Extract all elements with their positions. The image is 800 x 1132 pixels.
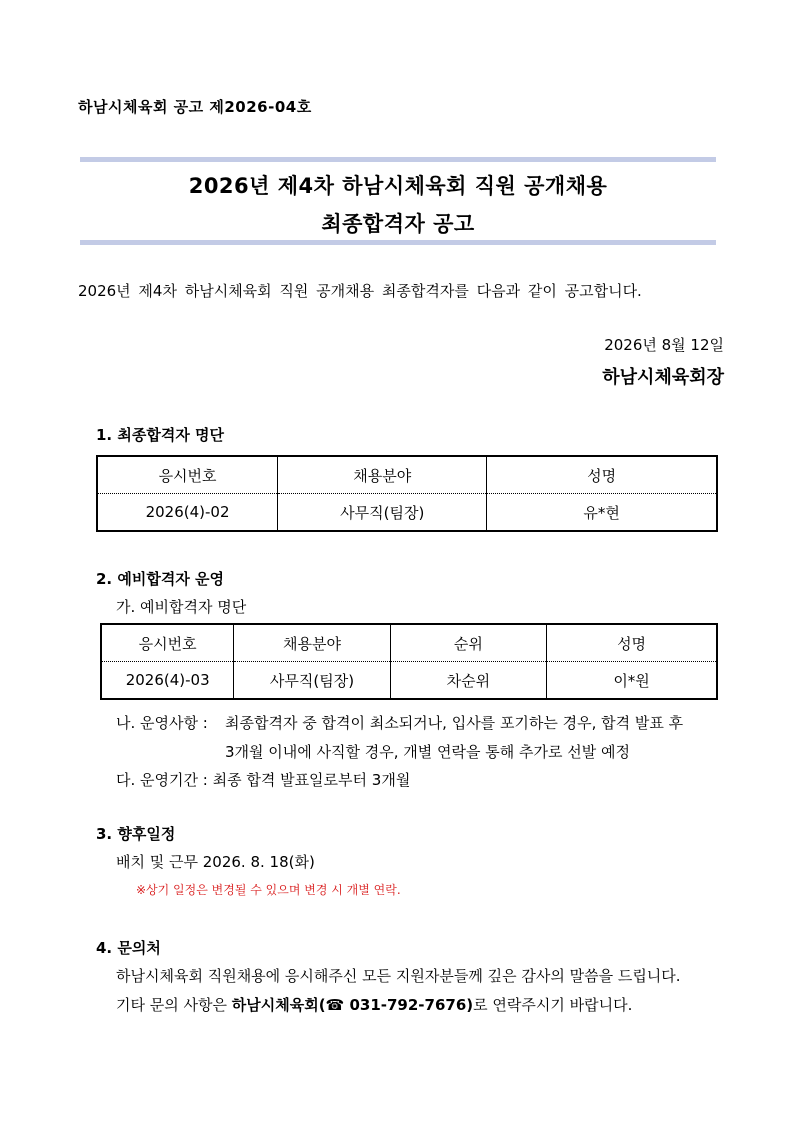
contact-line-2 — [116, 994, 632, 1015]
table-header-row — [101, 624, 717, 662]
section-2-heading: 2. 예비합격자 운영 — [96, 570, 225, 588]
header-field: 채용분야 — [278, 456, 487, 494]
final-pass-table — [96, 455, 718, 532]
contact-line-2-suffix: 로 연락주시기 바랍니다. — [473, 996, 633, 1014]
sub-b-label: 나. 운영사항 : — [116, 714, 208, 732]
cell-field: 사무직(팀장) — [278, 494, 487, 532]
section-4-heading: 4. 문의처 — [96, 939, 161, 957]
title-bottom-rule — [80, 240, 716, 245]
cell-exam-number: 2026(4)-03 — [125, 671, 210, 689]
header-exam-number: 응시번호 — [97, 456, 278, 494]
sub-c-text: 다. 운영기간 : 최종 합격 발표일로부터 3개월 — [116, 771, 411, 789]
schedule-text: 배치 및 근무 2026. 8. 18(화) — [116, 853, 315, 871]
cell-field: 사무직(팀장) — [234, 662, 390, 700]
title-line-2: 최종합격자 공고 — [321, 212, 475, 236]
sub-b-line-2: 3개월 이내에 사직할 경우, 개별 연락을 통해 추가로 선발 예정 — [225, 743, 630, 761]
intro-text: 2026년 제4차 하남시체육회 직원 공개채용 최종합격자를 다음과 같이 공고합니다. — [78, 282, 642, 300]
table-row — [101, 662, 717, 700]
cell-rank: 차순위 — [390, 662, 546, 700]
header-exam-number: 응시번호 — [101, 624, 234, 662]
table-header-row — [97, 456, 717, 494]
header-rank: 순위 — [390, 624, 546, 662]
title-top-rule — [80, 157, 716, 162]
sub-b-line-1: 최종합격자 중 합격이 최소되거나, 입사를 포기하는 경우, 합격 발표 후 — [225, 714, 684, 732]
section-1-heading: 1. 최종합격자 명단 — [96, 426, 225, 444]
header-field: 채용분야 — [234, 624, 390, 662]
contact-phone: 하남시체육회(☎ 031-792-7676) — [231, 996, 474, 1014]
notice-number: 하남시체육회 공고 제2026-04호 — [78, 98, 312, 116]
reserve-table — [100, 623, 718, 700]
sub-a-label: 가. 예비합격자 명단 — [116, 598, 247, 616]
title-line-1: 2026년 제4차 하남시체육회 직원 공개채용 — [188, 174, 608, 198]
table-row — [97, 494, 717, 532]
notice-date: 2026년 8월 12일 — [604, 336, 724, 354]
schedule-note: ※상기 일정은 변경될 수 있으며 변경 시 개별 연락. — [136, 883, 401, 897]
issuer-name: 하남시체육회장 — [602, 367, 724, 388]
contact-line-1: 하남시체육회 직원채용에 응시해주신 모든 지원자분들께 깊은 감사의 말씀을 드립니다. — [116, 967, 681, 985]
header-name: 성명 — [547, 624, 717, 662]
header-name: 성명 — [487, 456, 717, 494]
cell-exam-number: 2026(4)-02 — [145, 503, 230, 521]
cell-name: 유*현 — [487, 494, 717, 532]
contact-line-2-prefix: 기타 문의 사항은 — [116, 996, 232, 1014]
section-3-heading: 3. 향후일정 — [96, 825, 176, 843]
cell-name: 이*원 — [547, 662, 717, 700]
